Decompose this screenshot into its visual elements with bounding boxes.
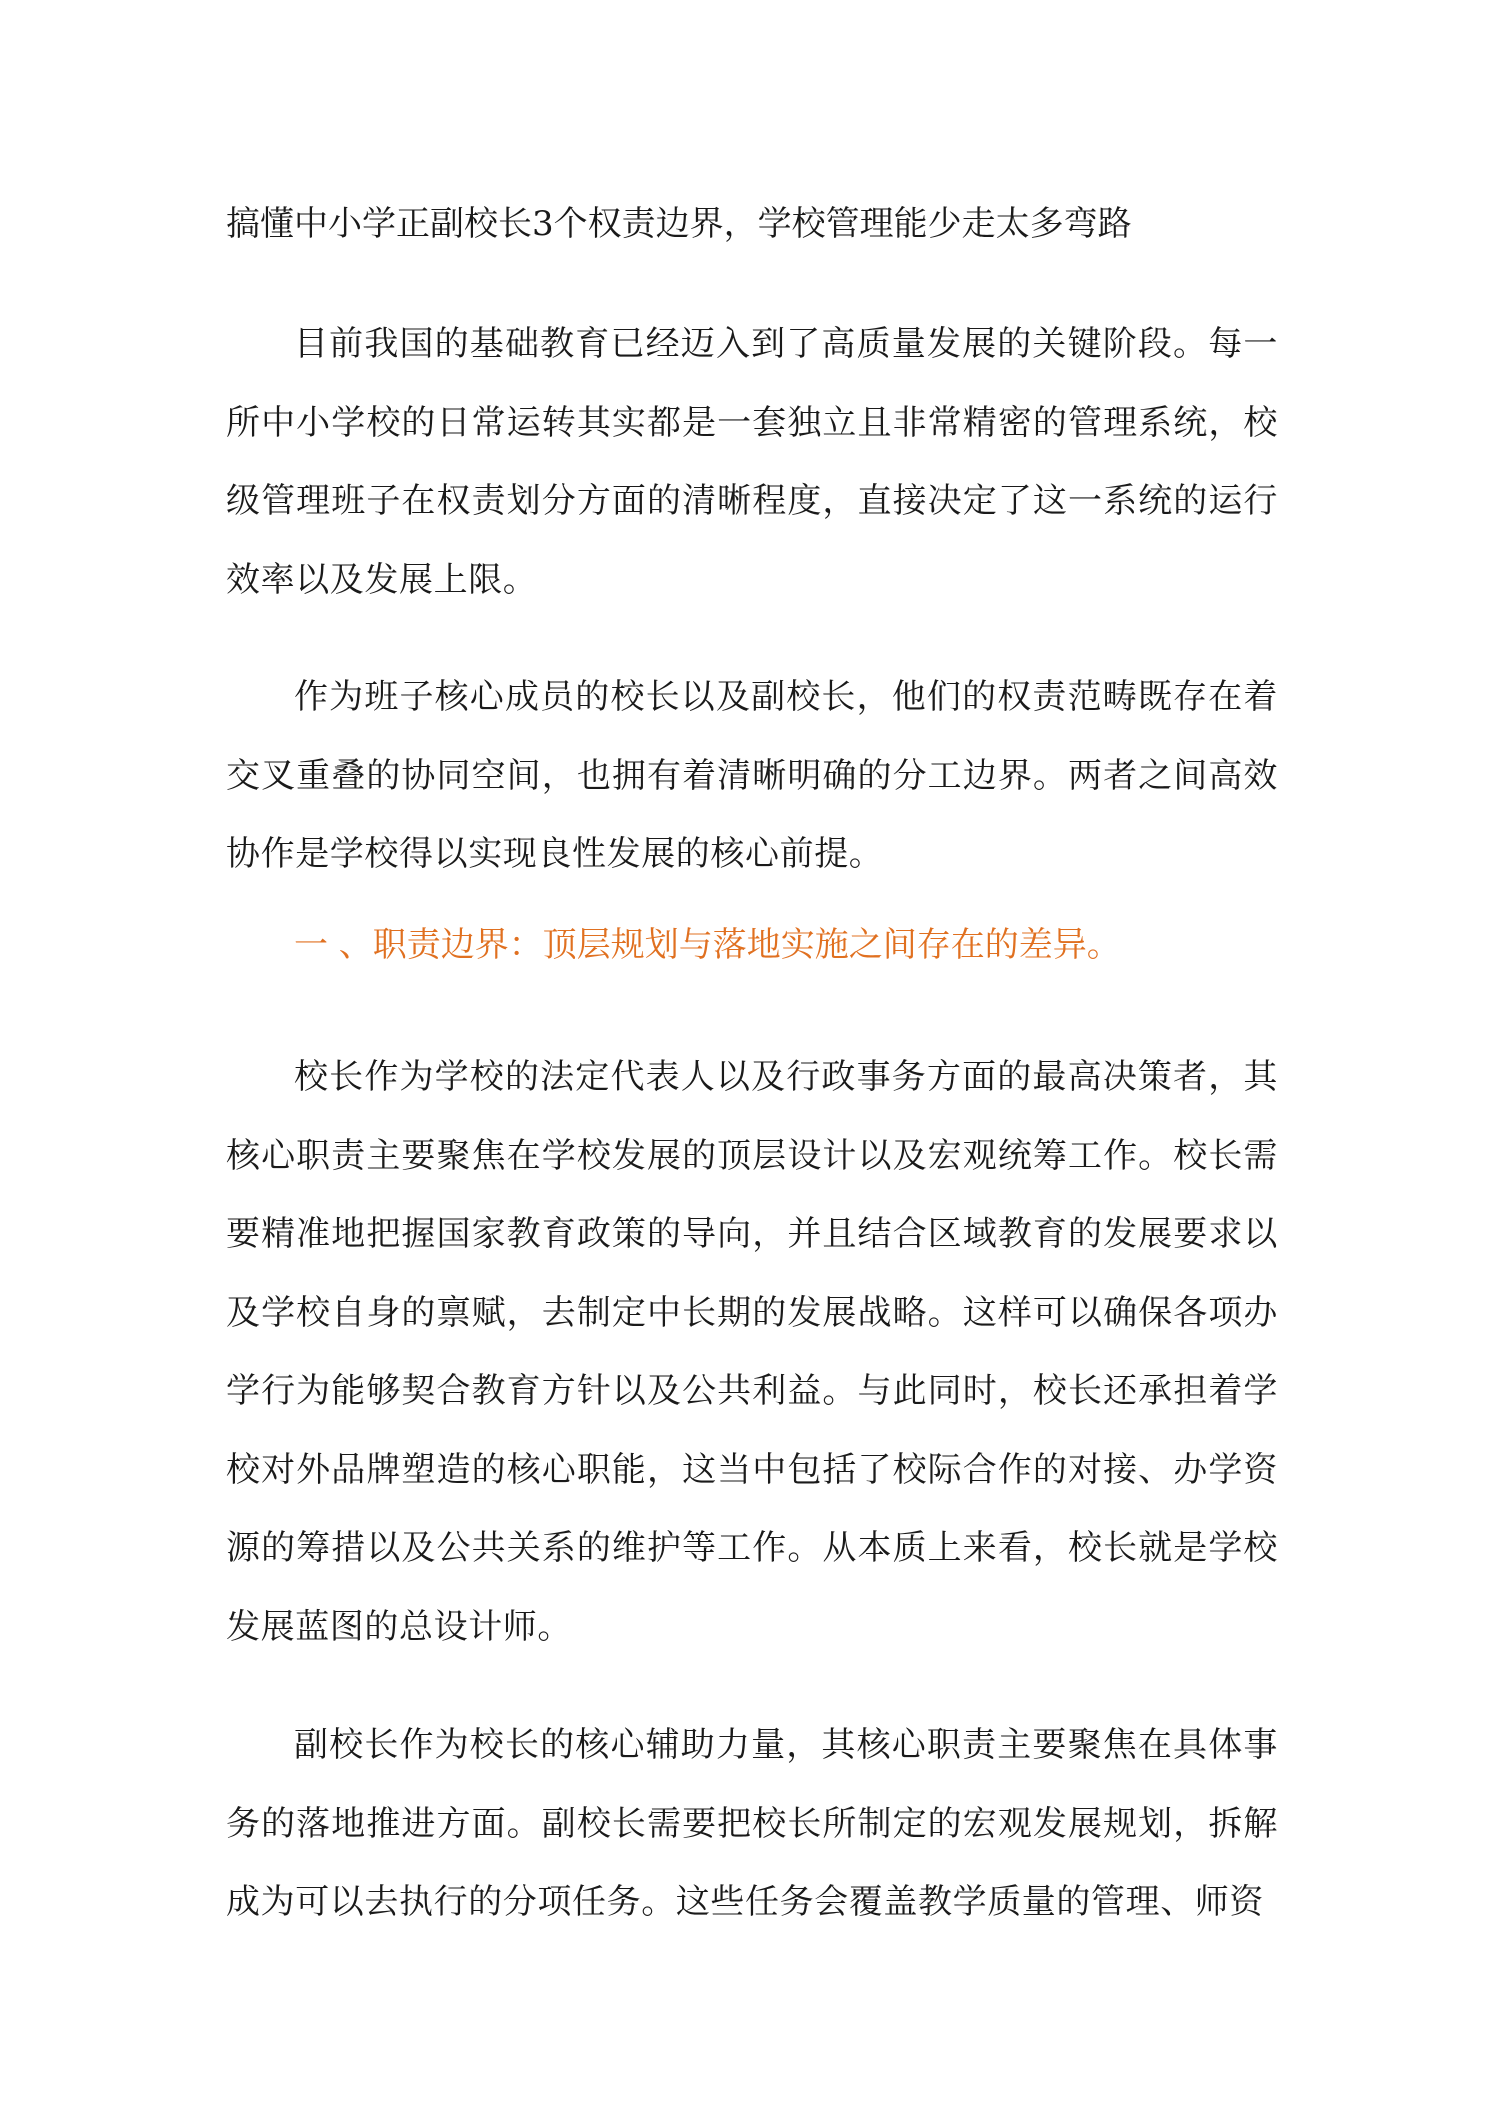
section-heading-1: 一 、职责边界：顶层规划与落地实施之间存在的差异。 xyxy=(294,925,1121,965)
intro-paragraph-2: 作为班子核心成员的校长以及副校长，他们的权责范畴既存在着交叉重叠的协同空间，也拥有着清晰明确的分工边界。两者之间高效协作是学校得以实现良性发展的核心前提。 xyxy=(226,677,1278,874)
section1-paragraph-2: 副校长作为校长的核心辅助力量，其核心职责主要聚焦在具体事务的落地推进方面。副校长需要把校长所制定的宏观发展规划，拆解成为可以去执行的分项任务。这些任务会覆盖教学质量的管理、师资 xyxy=(226,1725,1278,1922)
section1-paragraph-1: 校长作为学校的法定代表人以及行政事务方面的最高决策者，其核心职责主要聚焦在学校发展的顶层设计以及宏观统筹工作。校长需要精准地把握国家教育政策的导向，并且结合区域教育的发展要求以及学校自身的禀赋，去制定中长期的发展战略。这样可以确保各项办学行为能够契合教育方针以及公共利益。与此同时，校长还承担着学校对外品牌塑造的核心职能，这当中包括了校际合作的对接、办学资源的筹措以及公共关系的维护等工作。从本质上来看，校长就是学校发展蓝图的总设计师。 xyxy=(226,1057,1278,1647)
intro-paragraph-1: 目前我国的基础教育已经迈入到了高质量发展的关键阶段。每一所中小学校的日常运转其实都是一套独立且非常精密的管理系统，校级管理班子在权责划分方面的清晰程度，直接决定了这一系统的运行效率以及发展上限。 xyxy=(226,324,1278,600)
document-title: 搞懂中小学正副校长3个权责边界，学校管理能少走太多弯路 xyxy=(226,204,1132,244)
